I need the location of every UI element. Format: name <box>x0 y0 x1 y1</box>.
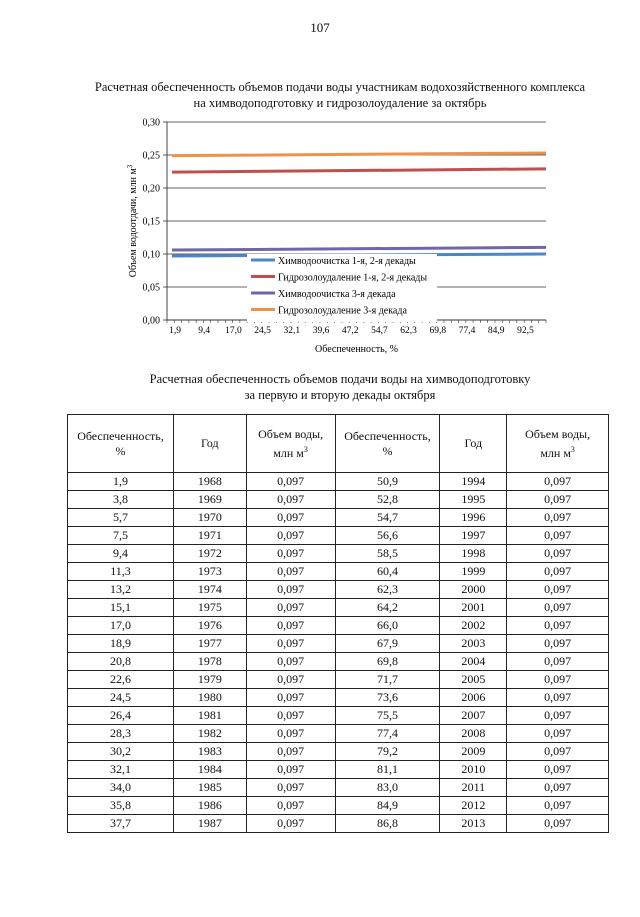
table-row <box>68 707 609 725</box>
table-cell: 66,0 <box>335 617 440 635</box>
table-row <box>68 635 609 653</box>
table-cell: 0,097 <box>246 617 335 635</box>
table-row <box>68 689 609 707</box>
x-tick-label: 9,4 <box>198 326 211 336</box>
header-volume-1: Объем воды, млн $м^3$ <box>246 415 335 473</box>
table-cell: 0,097 <box>507 689 609 707</box>
table-cell: 1998 <box>440 545 507 563</box>
y-tick-label: 0,15 <box>142 216 160 228</box>
legend-label: Химводоочистка 3-я декада <box>278 289 396 300</box>
line-chart <box>0 0 640 360</box>
table-cell: 15,1 <box>68 599 174 617</box>
table-cell: 2000 <box>440 581 507 599</box>
table-cell: 1975 <box>173 599 246 617</box>
header-provision-2: Обеспеченность, % <box>335 415 440 473</box>
page-number: 107 <box>310 20 330 35</box>
table-title-line1: Расчетная обеспеченность объемов подачи воды на химводоподготовку <box>149 372 531 386</box>
table-cell: 0,097 <box>246 707 335 725</box>
table-row <box>68 473 609 491</box>
table-cell: 0,097 <box>507 815 609 833</box>
table-cell: 0,097 <box>246 761 335 779</box>
table-cell: 0,097 <box>246 671 335 689</box>
x-tick-label: 32,1 <box>283 326 301 336</box>
table-cell: 0,097 <box>507 707 609 725</box>
table-cell: 0,097 <box>246 599 335 617</box>
table-cell: 2012 <box>440 797 507 815</box>
table-cell: 77,4 <box>335 725 440 743</box>
table-cell: 1986 <box>173 797 246 815</box>
x-tick-label: 92,5 <box>517 326 534 336</box>
y-tick-label: 0,25 <box>142 150 160 162</box>
table-cell: 0,097 <box>507 617 609 635</box>
table-header-row <box>68 415 609 473</box>
table-cell: 69,8 <box>335 653 440 671</box>
table-cell: 64,2 <box>335 599 440 617</box>
table-row <box>68 563 609 581</box>
table-cell: 0,097 <box>246 491 335 509</box>
table-cell: 17,0 <box>68 617 174 635</box>
table-cell: 20,8 <box>68 653 174 671</box>
table-cell: 67,9 <box>335 635 440 653</box>
table-cell: 35,8 <box>68 797 174 815</box>
table-cell: 2006 <box>440 689 507 707</box>
table-cell: 0,097 <box>507 761 609 779</box>
table-cell: 0,097 <box>246 779 335 797</box>
table-row <box>68 761 609 779</box>
table-cell: 0,097 <box>507 797 609 815</box>
table-row <box>68 581 609 599</box>
chart-title-line1: Расчетная обеспеченность объемов подачи воды участникам водохозяйственного комплекса <box>94 80 586 94</box>
series-line <box>172 247 546 250</box>
table-cell: 1981 <box>173 707 246 725</box>
table-cell: 0,097 <box>246 563 335 581</box>
table-cell: 1984 <box>173 761 246 779</box>
table-cell: 26,4 <box>68 707 174 725</box>
table-cell: 2011 <box>440 779 507 797</box>
table-cell: 54,7 <box>335 509 440 527</box>
table-cell: 0,097 <box>246 725 335 743</box>
table-cell: 2002 <box>440 617 507 635</box>
x-tick-label: 47,2 <box>341 326 359 336</box>
table-cell: 1983 <box>173 743 246 761</box>
table-cell: 0,097 <box>507 545 609 563</box>
table-cell: 73,6 <box>335 689 440 707</box>
legend-label: Гидрозолоудаление 3-я декада <box>278 305 407 317</box>
table-cell: 1999 <box>440 563 507 581</box>
table-cell: 1973 <box>173 563 246 581</box>
table-row <box>68 779 609 797</box>
table-cell: 37,7 <box>68 815 174 833</box>
table-cell: 2008 <box>440 725 507 743</box>
table-cell: 0,097 <box>507 599 609 617</box>
table-cell: 2001 <box>440 599 507 617</box>
series-line <box>172 169 546 172</box>
table-cell: 32,1 <box>68 761 174 779</box>
x-tick-label: 17,0 <box>225 326 242 336</box>
table-row <box>68 509 609 527</box>
table-cell: 79,2 <box>335 743 440 761</box>
table-row <box>68 599 609 617</box>
table-cell: 22,6 <box>68 671 174 689</box>
table-cell: 0,097 <box>246 545 335 563</box>
header-year-2: Год <box>440 415 507 473</box>
y-tick-label: 0,05 <box>142 282 160 294</box>
table-row <box>68 815 609 833</box>
table-row <box>68 491 609 509</box>
x-axis-label: Обеспеченность, % <box>315 344 398 355</box>
table-cell: 0,097 <box>246 473 335 491</box>
table-cell: 0,097 <box>507 581 609 599</box>
table-cell: 1987 <box>173 815 246 833</box>
table-cell: 1982 <box>173 725 246 743</box>
x-tick-label: 84,9 <box>487 326 505 336</box>
table-cell: 0,097 <box>246 689 335 707</box>
table-cell: 18,9 <box>68 635 174 653</box>
header-year-1: Год <box>173 415 246 473</box>
table-row <box>68 527 609 545</box>
x-tick-label: 69,8 <box>429 326 447 336</box>
table-cell: 1994 <box>440 473 507 491</box>
table-row <box>68 617 609 635</box>
table-cell: 2010 <box>440 761 507 779</box>
x-tick-label: 54,7 <box>371 326 388 336</box>
table-cell: 58,5 <box>335 545 440 563</box>
table-cell: 0,097 <box>246 797 335 815</box>
table-cell: 1974 <box>173 581 246 599</box>
x-tick-label: 62,3 <box>400 326 417 336</box>
table-row <box>68 797 609 815</box>
table-cell: 52,8 <box>335 491 440 509</box>
table-cell: 1980 <box>173 689 246 707</box>
table-cell: 1997 <box>440 527 507 545</box>
x-tick-label: 77,4 <box>458 326 476 336</box>
table-cell: 1,9 <box>68 473 174 491</box>
table-cell: 0,097 <box>507 725 609 743</box>
table-cell: 0,097 <box>246 509 335 527</box>
table-cell: 56,6 <box>335 527 440 545</box>
table-row <box>68 545 609 563</box>
table-cell: 2004 <box>440 653 507 671</box>
table-cell: 28,3 <box>68 725 174 743</box>
table-cell: 1971 <box>173 527 246 545</box>
y-tick-label: 0,20 <box>142 183 160 195</box>
table-title <box>40 371 640 403</box>
table-cell: 0,097 <box>246 815 335 833</box>
table-cell: 81,1 <box>335 761 440 779</box>
table-cell: 0,097 <box>246 653 335 671</box>
table-cell: 1995 <box>440 491 507 509</box>
table-cell: 84,9 <box>335 797 440 815</box>
table-cell: 0,097 <box>507 653 609 671</box>
y-axis-label: Объем водоотдачи, млн $м^3$ <box>126 164 139 278</box>
table-cell: 0,097 <box>507 743 609 761</box>
table-cell: 24,5 <box>68 689 174 707</box>
table-cell: 1969 <box>173 491 246 509</box>
table-cell: 0,097 <box>246 635 335 653</box>
table-cell: 1968 <box>173 473 246 491</box>
y-tick-label: 0,00 <box>142 315 160 327</box>
table-cell: 71,7 <box>335 671 440 689</box>
legend-label: Гидрозолоудаление 1-я, 2-я декады <box>278 272 428 284</box>
table-cell: 2009 <box>440 743 507 761</box>
header-provision-1: Обеспеченность, % <box>68 415 174 473</box>
table-cell: 9,4 <box>68 545 174 563</box>
table-cell: 1972 <box>173 545 246 563</box>
table-cell: 0,097 <box>507 779 609 797</box>
table-cell: 1985 <box>173 779 246 797</box>
x-tick-label: 1,9 <box>169 326 181 336</box>
table-cell: 2005 <box>440 671 507 689</box>
table-cell: 83,0 <box>335 779 440 797</box>
table-row <box>68 725 609 743</box>
table-row <box>68 743 609 761</box>
table-cell: 0,097 <box>507 635 609 653</box>
table-cell: 0,097 <box>507 473 609 491</box>
x-tick-label: 39,6 <box>312 326 330 336</box>
table-cell: 2003 <box>440 635 507 653</box>
table-row <box>68 653 609 671</box>
header-volume-2: Объем воды, млн $м^3$ <box>507 415 609 473</box>
table-cell: 50,9 <box>335 473 440 491</box>
table-cell: 1977 <box>173 635 246 653</box>
table-cell: 1996 <box>440 509 507 527</box>
table-cell: 0,097 <box>507 563 609 581</box>
table-row <box>68 671 609 689</box>
table-cell: 1970 <box>173 509 246 527</box>
table-cell: 86,8 <box>335 815 440 833</box>
table-cell: 0,097 <box>507 509 609 527</box>
table-cell: 0,097 <box>507 527 609 545</box>
table-cell: 62,3 <box>335 581 440 599</box>
table-cell: 0,097 <box>246 527 335 545</box>
table-cell: 13,2 <box>68 581 174 599</box>
table-cell: 60,4 <box>335 563 440 581</box>
table-cell: 0,097 <box>246 581 335 599</box>
legend-label: Химводоочистка 1-я, 2-я декады <box>278 256 416 267</box>
table-cell: 75,5 <box>335 707 440 725</box>
table-cell: 1978 <box>173 653 246 671</box>
y-tick-label: 0,10 <box>142 249 160 261</box>
table-cell: 5,7 <box>68 509 174 527</box>
provision-table <box>67 414 609 833</box>
table-cell: 30,2 <box>68 743 174 761</box>
table-cell: 3,8 <box>68 491 174 509</box>
table-cell: 11,3 <box>68 563 174 581</box>
table-cell: 2013 <box>440 815 507 833</box>
y-tick-label: 0,30 <box>142 117 160 129</box>
table-cell: 7,5 <box>68 527 174 545</box>
table-title-line2: за первую и вторую декады октября <box>244 388 436 402</box>
table-cell: 1979 <box>173 671 246 689</box>
table-cell: 0,097 <box>246 743 335 761</box>
table-cell: 2007 <box>440 707 507 725</box>
table-cell: 0,097 <box>507 671 609 689</box>
table-cell: 0,097 <box>507 491 609 509</box>
table-cell: 1976 <box>173 617 246 635</box>
x-tick-label: 24,5 <box>254 326 271 336</box>
chart-title-line2: на химводоподготовку и гидрозолоудаление за октябрь <box>193 96 487 110</box>
table-cell: 34,0 <box>68 779 174 797</box>
